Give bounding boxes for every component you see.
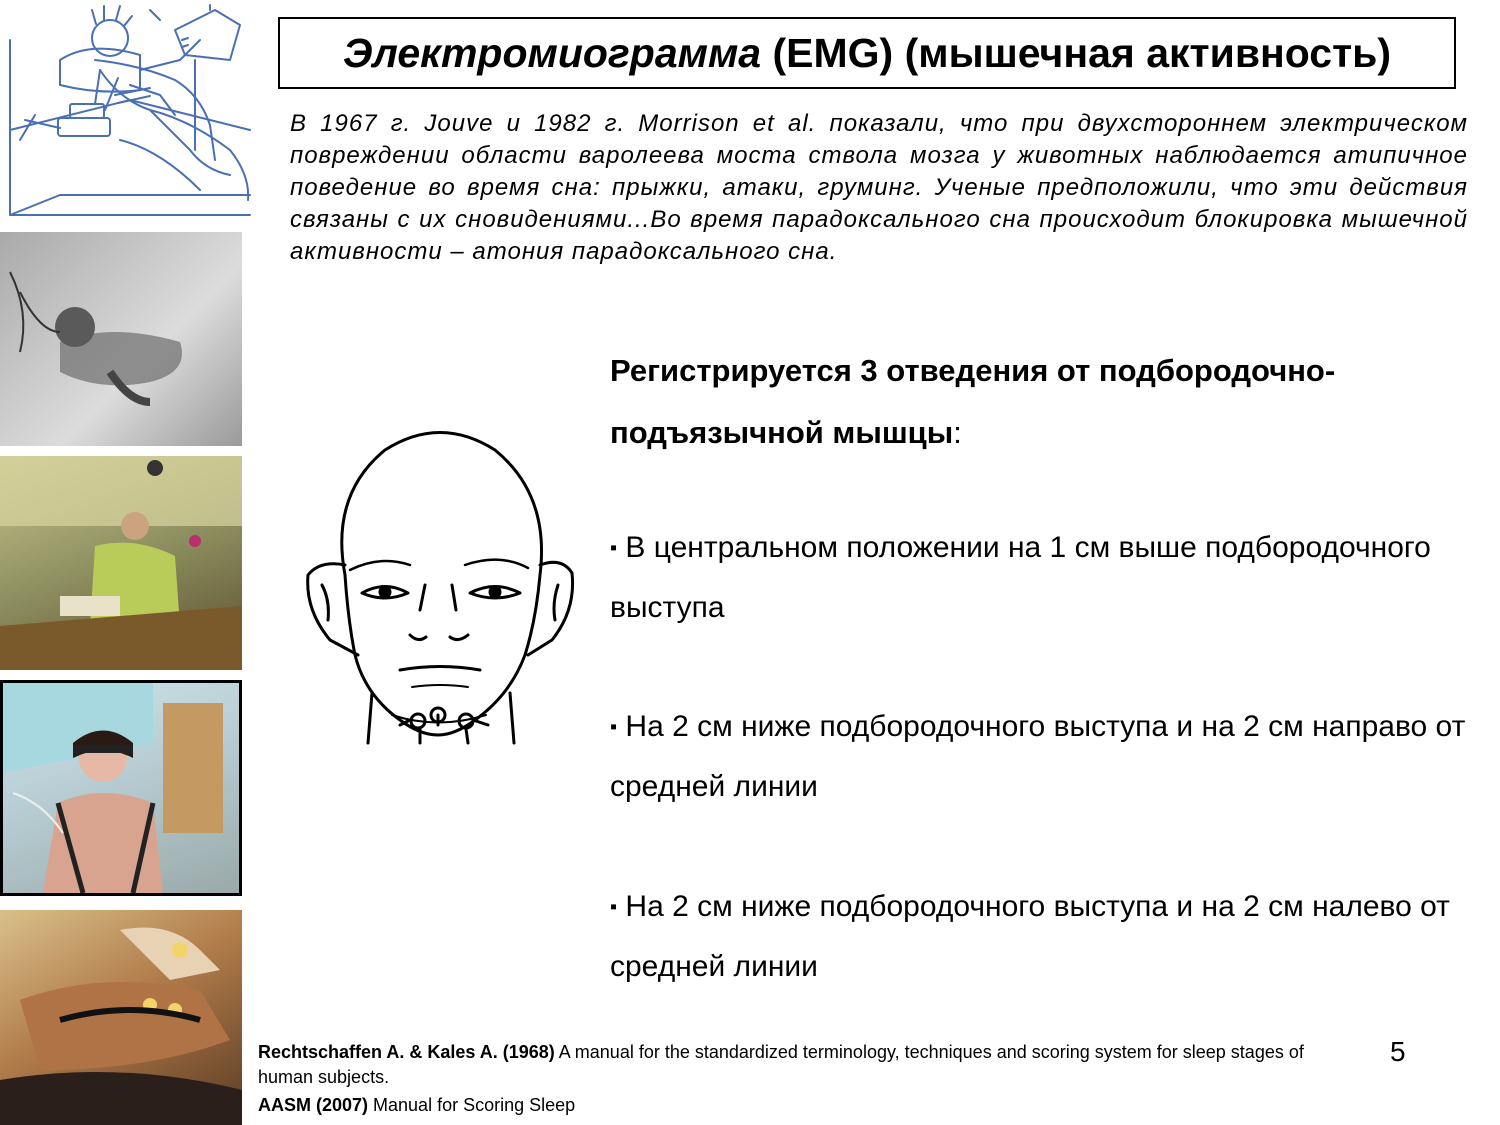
photo-patient-with-chest-electrodes: [0, 910, 242, 1125]
photo-sleeping-patient-bw: [0, 232, 242, 446]
bullet-item: [610, 518, 1470, 638]
page-number: 5: [1390, 1036, 1406, 1067]
reference-rechtschaffen: [258, 1040, 1358, 1090]
reference-title: Manual for Scoring Sleep: [368, 1095, 576, 1115]
reference-authors: Rechtschaffen A. & Kales A. (1968): [258, 1042, 555, 1062]
electrode-heading-colon: :: [953, 415, 962, 450]
bullet-text: На 2 см ниже подбородочного выступа и на 2 см налево от средней линии: [610, 890, 1450, 983]
photo-patient-reading-in-bed: [0, 456, 242, 670]
bullet-text: В центральном положении на 1 см выше подбородочного выступа: [610, 531, 1431, 624]
photo-woman-with-electrodes: [0, 680, 242, 896]
patient-in-bed-sketch: [0, 0, 270, 230]
bullet-marker: ▪: [610, 537, 618, 559]
head-with-chin-electrodes-drawing: [300, 425, 580, 750]
bullet-item: [610, 877, 1470, 997]
electrode-heading-text: Регистрируется 3 отведения от подбородочно-подъязычной мышцы: [610, 353, 1336, 450]
title-rest: (EMG) (мышечная активность): [761, 29, 1392, 76]
reference-authors: AASM (2007): [258, 1095, 369, 1115]
intro-paragraph: В 1967 г. Jouve и 1982 г. Morrison et al. показали, что при двухстороннем электрическом повреждении области варолеева моста ствола мозга у животных наблюдается атипичное поведение во время сна: прыжки, атаки, груминг. Ученые предположили, что эти действия связаны с их сновидениями...Во время парадоксального сна происходит блокировка мышечной активности – атония парадоксального сна.: [290, 110, 1468, 265]
reference-title: A manual for the standardized terminology, techniques and scoring system for sleep stages of human subjects.: [258, 1042, 1304, 1087]
bullet-marker: ▪: [610, 716, 618, 738]
electrode-heading: [610, 340, 1470, 464]
reference-aasm: [258, 1093, 1358, 1118]
bullet-marker: ▪: [610, 896, 618, 918]
bullet-text: На 2 см ниже подбородочного выступа и на 2 см направо от средней линии: [610, 710, 1466, 803]
bullet-item: [610, 697, 1470, 817]
title-italic-part: Электромиограмма: [342, 29, 762, 76]
slide-title: [278, 17, 1456, 89]
